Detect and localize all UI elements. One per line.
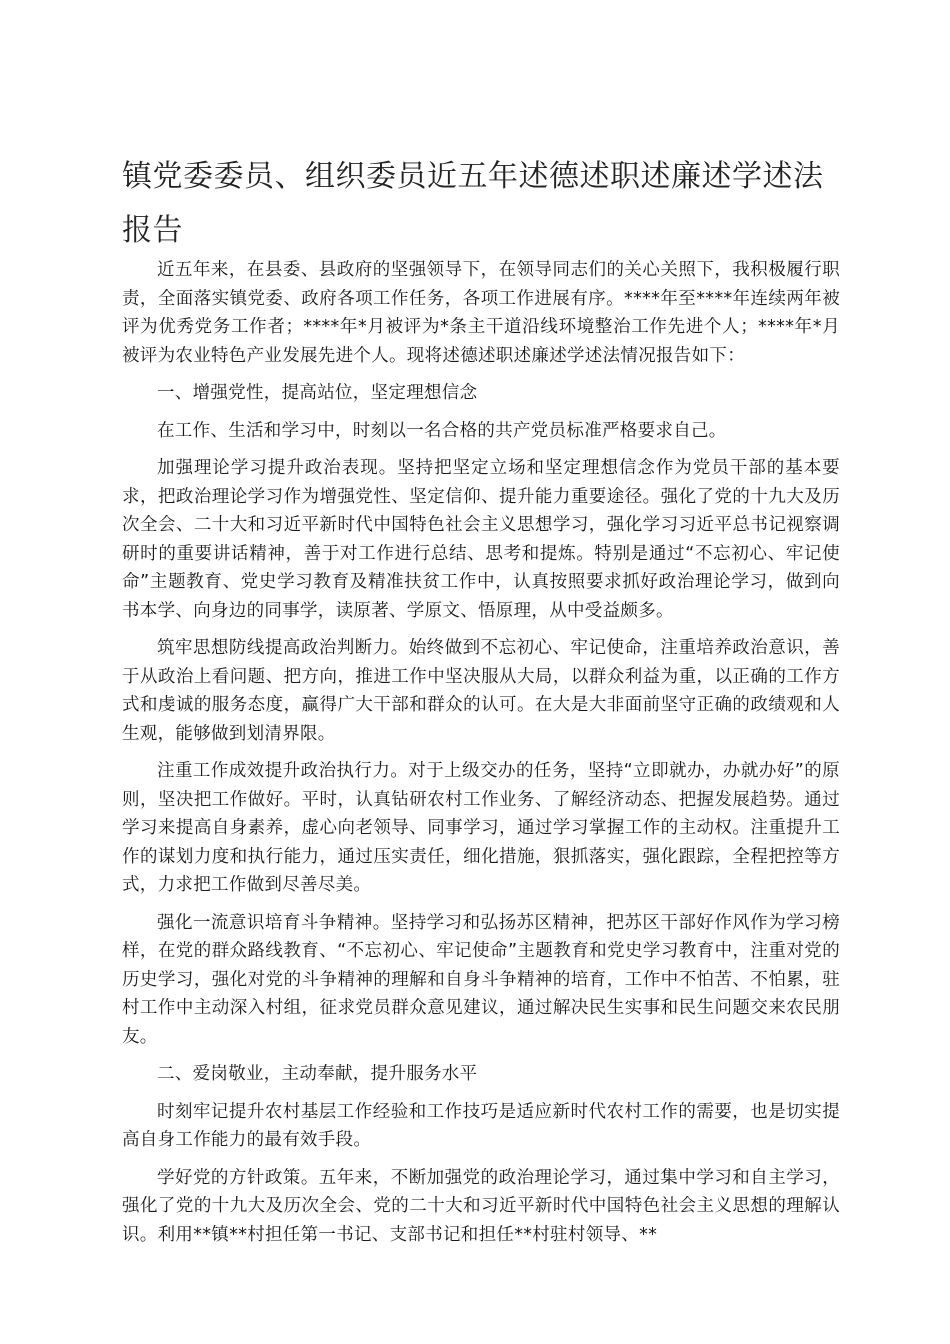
section-heading-1: 一、增强党性，提高站位，坚定理想信念	[157, 383, 478, 403]
paragraph-intro: 近五年来，在县委、县政府的坚强领导下，在领导同志们的关心关照下，我积极履行职责，全面落实镇党委、政府各项工作任务，各项工作进展有序。****年至****年连续两年被评为优秀党务工作者；****年*月被评为*条主干道沿线环境整治工作先进个人；****年*月被评为农业特色产业发展先进个人。现将述德述职述廉述学述法情况报告如下：	[122, 260, 840, 366]
paragraph: 筑牢思想防线提高政治判断力。始终做到不忘初心、牢记使命，注重培养政治意识，善于从政治上看问题、把方向，推进工作中坚决服从大局，以群众利益为重，以正确的工作方式和虔诚的服务态度，赢得广大干部和群众的认可。在大是大非面前坚守正确的政绩观和人生观，能够做到划清界限。	[122, 638, 840, 744]
paragraph: 时刻牢记提升农村基层工作经验和工作技巧是适应新时代农村工作的需要，也是切实提高自身工作能力的最有效手段。	[122, 1101, 840, 1150]
paragraph: 注重工作成效提升政治执行力。对于上级交办的任务，坚持“立即就办，办就办好”的原则，坚决把工作做好。平时，认真钻研农村工作业务、了解经济动态、把握发展趋势。通过学习来提高自身素养，虚心向老领导、同事学习，通过学习掌握工作的主动权。注重提升工作的谋划力度和执行能力，通过压实责任，细化措施，狠抓落实，强化跟踪，全程把控等方式，力求把工作做到尽善尽美。	[122, 761, 840, 895]
paragraph: 在工作、生活和学习中，时刻以一名合格的共产党员标准严格要求自己。	[157, 420, 727, 441]
section-heading-2: 二、爱岗敬业，主动奉献，提升服务水平	[157, 1064, 478, 1084]
document-title: 镇党委委员、组织委员近五年述德述职述廉述学述法报告	[122, 159, 824, 248]
document-body	[122, 256, 840, 1258]
paragraph: 加强理论学习提升政治表现。坚持把坚定立场和坚定理想信念作为党员干部的基本要求，把政治理论学习作为增强党性、坚定信仰、提升能力重要途径。强化了党的十九大及历次全会、二十大和习近平新时代中国特色社会主义思想学习，强化学习习近平总书记视察调研时的重要讲话精神，善于对工作进行总结、思考和提炼。特别是通过“不忘初心、牢记使命”主题教育、党史学习教育及精准扶贫工作中，认真按照要求抓好政治理论学习，做到向书本学、向身边的同事学，读原著、学原文、悟原理，从中受益颇多。	[122, 458, 840, 621]
paragraph: 强化一流意识培育斗争精神。坚持学习和弘扬苏区精神，把苏区干部好作风作为学习榜样，在党的群众路线教育、“不忘初心、牢记使命”主题教育和党史学习教育中，注重对党的历史学习，强化对党的斗争精神的理解和自身斗争精神的培育，工作中不怕苦、不怕累，驻村工作中主动深入村组，征求党员群众意见建议，通过解决民生实事和民生问题交来农民朋友。	[122, 912, 840, 1047]
paragraph: 学好党的方针政策。五年来，不断加强党的政治理论学习，通过集中学习和自主学习，强化了党的十九大及历次全会、党的二十大和习近平新时代中国特色社会主义思想的理解认识。利用**镇**村担任第一书记、支部书记和担任**村驻村领导、**	[122, 1167, 840, 1245]
